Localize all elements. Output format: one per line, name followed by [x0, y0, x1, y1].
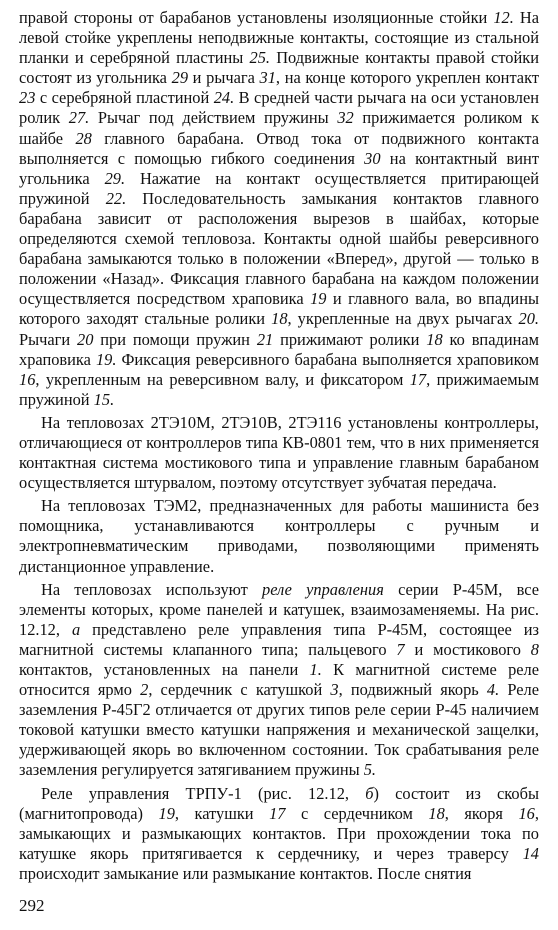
reference-number: 18	[271, 309, 288, 329]
paragraph-1	[19, 8, 539, 410]
paragraph-4	[19, 580, 539, 781]
text-run: и мостикового	[404, 639, 531, 659]
reference-number: 29	[171, 68, 189, 88]
reference-number: 31	[259, 68, 276, 88]
text-run: прижимают ролики	[273, 329, 427, 349]
reference-number: 5.	[363, 760, 377, 780]
reference-number: 16	[518, 803, 535, 823]
reference-number: 18	[426, 329, 443, 349]
reference-number: 15.	[93, 389, 115, 409]
text-run: прижимается роликом к шайбе	[19, 108, 539, 148]
text-run: ) состоит из скобы (магнитопровода)	[19, 783, 539, 823]
text-run: , якоря	[444, 803, 519, 823]
reference-number: реле управления	[262, 579, 384, 599]
text-run: ко впадинам храповика	[19, 329, 540, 369]
text-run: , укрепленные на двух рычагах	[287, 309, 519, 329]
text-run: , сердечник с катушкой	[148, 680, 331, 700]
reference-number: 20.	[518, 309, 539, 329]
text-run: и главного вала, во впадины которого заходят стальные ролики	[19, 289, 539, 329]
text-run: , подвижный якорь	[338, 680, 487, 700]
reference-number: 21	[256, 329, 274, 349]
text-run: На тепловозах 2ТЭ10М, 2ТЭ10В, 2ТЭ116 установлены контроллеры, отличающиеся от контроллеров типа КВ-0801 тем, что в них применяется контактная система мостикового типа и управление главным барабаном осуществляется штурвалом, поэтому отсутствует зубчатая передача.	[19, 412, 539, 493]
text-run: , укрепленным на реверсивном валу, и фиксатором	[35, 369, 410, 389]
paragraph-2	[19, 413, 539, 493]
reference-number: 18	[428, 803, 445, 823]
reference-number: 8	[530, 639, 539, 659]
reference-number: 17	[409, 369, 427, 389]
reference-number: 30	[364, 148, 381, 168]
text-run: На левой стойке укреплены неподвижные контакты, состоящие из стальной планки и серебряной пластины	[19, 8, 539, 68]
text-run: серии Р-45М, все элементы которых, кроме панелей и катушек, взаимозаменяемы. На рис. 12.12,	[19, 579, 539, 639]
reference-number: 29.	[104, 168, 126, 188]
text-run: правой стороны от барабанов установлены изоляционные стойки	[19, 8, 494, 27]
paragraph-3	[19, 496, 539, 576]
reference-number: 4.	[486, 680, 500, 700]
reference-number: 20	[77, 329, 94, 349]
reference-number: 3	[330, 680, 339, 700]
text-run: Нажатие на контакт осуществляется притирающей пружиной	[19, 168, 539, 208]
text-run: Подвижные контакты правой стойки состоят из угольника	[19, 48, 539, 88]
paragraph-5	[19, 784, 539, 884]
reference-number: 14	[522, 843, 539, 863]
text-run: , катушки	[174, 803, 270, 823]
text-run: , замыкающих и размыкающих контактов. При прохождении тока по катушке якорь притягивается к сердечнику, и через траверсу	[19, 803, 539, 863]
reference-number: 19	[310, 289, 327, 309]
text-run: с сердечником	[285, 803, 429, 823]
reference-number: а	[71, 619, 81, 639]
reference-number: 25.	[249, 48, 271, 68]
reference-number: 17	[269, 803, 286, 823]
reference-number: 19	[158, 803, 175, 823]
reference-number: 19.	[95, 349, 117, 369]
text-run: главного барабана. Отвод тока от подвижного контакта выполняется с помощью гибкого соединения	[19, 128, 539, 168]
text-run: происходит замыкание или размыкание контактов. После снятия	[19, 863, 472, 883]
reference-number: 12.	[493, 8, 514, 27]
text-run: на контактный винт угольника	[19, 148, 539, 188]
text-run: К магнитной системе реле относится ярмо	[19, 660, 539, 700]
text-run: и рычага	[188, 68, 260, 88]
reference-number: 22.	[105, 188, 127, 208]
reference-number: 24.	[213, 88, 235, 108]
reference-number: 1.	[309, 660, 322, 679]
text-run: , прижимаемым пружиной	[19, 369, 539, 409]
text-run: Фиксация реверсивного барабана выполняется храповиком	[116, 349, 539, 369]
text-run: при помощи пружин	[93, 329, 257, 349]
text-run: представлено реле управления типа Р-45М, состоящее из магнитной системы клапанного типа; пальцевого	[19, 619, 539, 659]
reference-number: 7	[396, 639, 405, 659]
reference-number: 2	[140, 680, 149, 700]
text-run: контактов, установленных на панели	[19, 660, 310, 679]
reference-number: 23	[19, 88, 36, 108]
text-run: На тепловозах используют	[41, 579, 263, 599]
text-run: с серебряной пластиной	[35, 88, 214, 108]
body-text	[19, 8, 539, 884]
text-run: В средней части рычага на оси установлен ролик	[19, 88, 539, 128]
text-run: Последовательность замыкания контактов главного барабана зависит от расположения вырезов в шайбах, которые определяются схемой тепловоза. Контакты одной шайбы реверсивного барабана замыкаются только в положении «Вперед», другой — только в положении «Назад». Фиксация главного барабана на каждом положении осуществляется посредством храповика	[19, 188, 539, 309]
reference-number: 28	[75, 128, 92, 148]
text-run: Рычаги	[19, 329, 78, 349]
reference-number: 16	[19, 369, 36, 389]
reference-number: 27.	[68, 108, 90, 128]
page-number: 292	[19, 896, 45, 915]
text-run: Реле заземления Р-45Г2 отличается от других типов реле серии Р-45 наличием токовой катушки вместо катушки напряжения и механической защелки, удерживающей якорь во включенном состоянии. Ток срабатывания реле заземления регулируется затягиванием пружины	[19, 680, 539, 780]
reference-number: 32	[337, 108, 354, 128]
text-run: Реле управления ТРПУ-1 (рис. 12.12,	[41, 783, 366, 803]
reference-number: б	[365, 783, 374, 803]
text-run: , на конце которого укреплен контакт	[275, 68, 539, 88]
text-run: Рычаг под действием пружины	[89, 108, 338, 128]
text-run: На тепловозах ТЭМ2, предназначенных для работы машиниста без помощника, устанавливаются контроллеры с ручным и электропневматическим приводами, позволяющими применять дистанционное управление.	[19, 496, 539, 576]
